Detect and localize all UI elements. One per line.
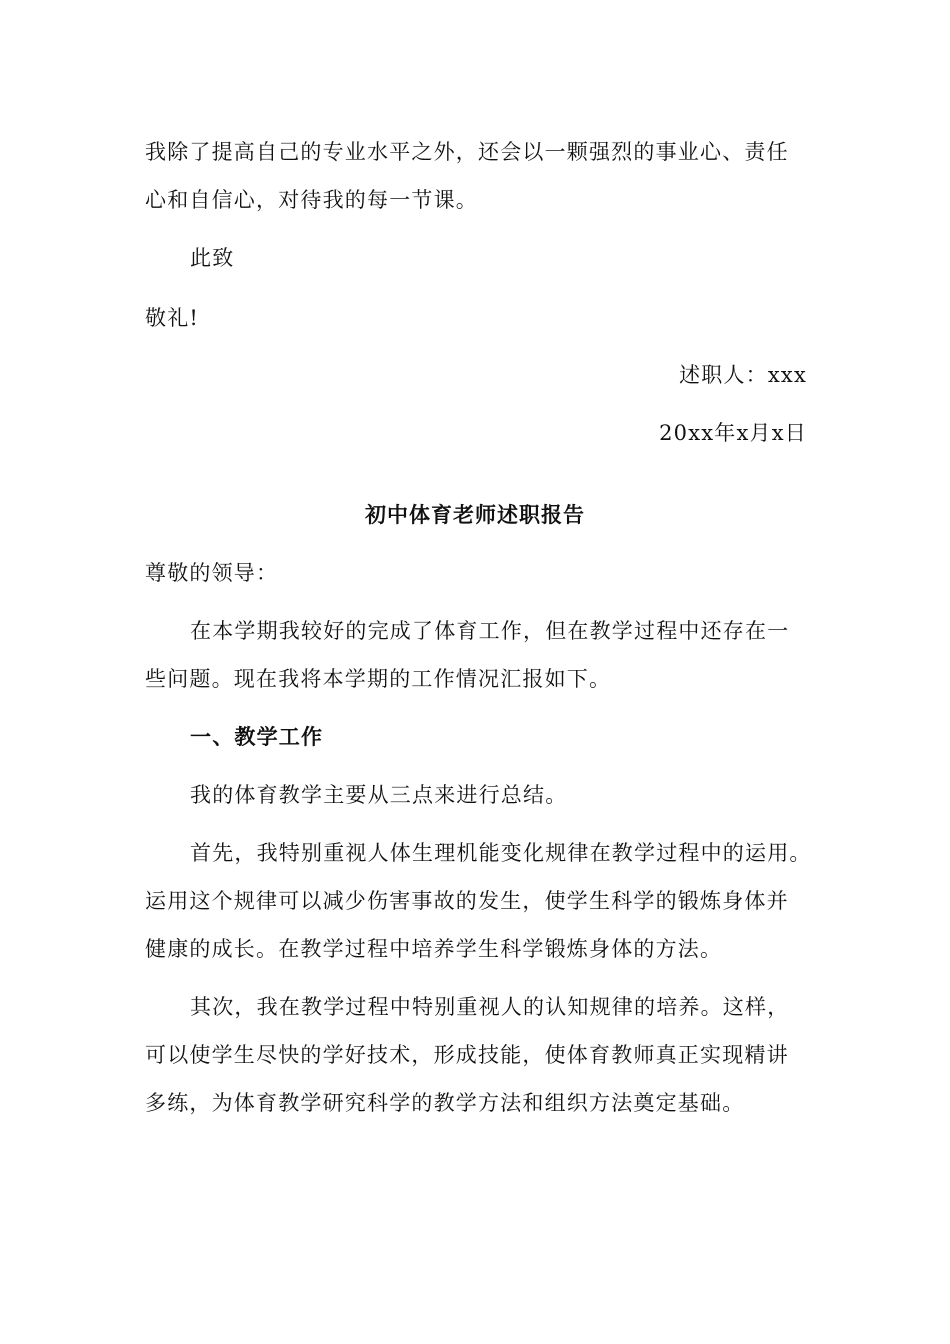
closing-ci-zhi: 此致 xyxy=(190,246,235,270)
letter-paragraph-line-2: 心和自信心，对待我的每一节课。 xyxy=(145,188,478,212)
report-title: 初中体育老师述职报告 xyxy=(365,502,585,527)
first-point-line-3: 健康的成长。在教学过程中培养学生科学锻炼身体的方法。 xyxy=(145,937,723,961)
letter-paragraph-line-1: 我除了提高自己的专业水平之外，还会以一颗强烈的事业心、责任 xyxy=(145,140,789,164)
first-point-line-1: 首先，我特别重视人体生理机能变化规律在教学过程中的运用。 xyxy=(190,841,812,865)
section-intro: 我的体育教学主要从三点来进行总结。 xyxy=(190,783,568,807)
intro-line-2: 些问题。现在我将本学期的工作情况汇报如下。 xyxy=(145,667,612,691)
salutation: 尊敬的领导： xyxy=(145,561,279,585)
closing-jing-li: 敬礼! xyxy=(145,306,200,330)
section-heading: 一、教学工作 xyxy=(190,724,324,749)
intro-line-1: 在本学期我较好的完成了体育工作，但在教学过程中还存在一 xyxy=(190,619,790,643)
first-point-line-2: 运用这个规律可以减少伤害事故的发生，使学生科学的锻炼身体并 xyxy=(145,889,789,913)
date-line: 20xx年x月x日 xyxy=(659,421,807,445)
second-point-line-3: 多练，为体育教学研究科学的教学方法和组织方法奠定基础。 xyxy=(145,1091,745,1115)
second-point-line-1: 其次，我在教学过程中特别重视人的认知规律的培养。这样， xyxy=(190,995,790,1019)
signature-line: 述职人：xxx xyxy=(679,363,807,387)
second-point-line-2: 可以使学生尽快的学好技术，形成技能，使体育教师真正实现精讲 xyxy=(145,1043,789,1067)
